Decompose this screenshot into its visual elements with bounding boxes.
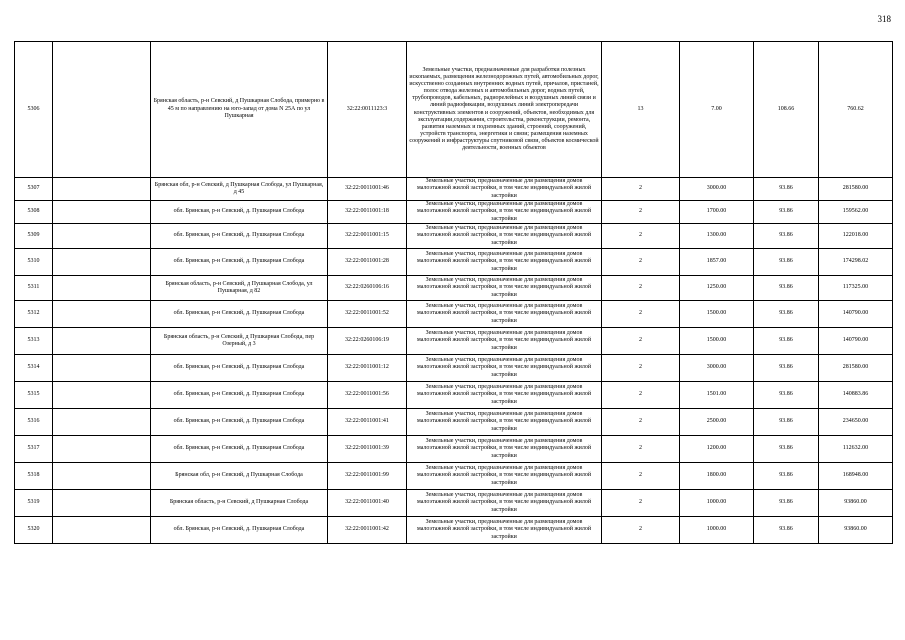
area-cell: 1857.00 bbox=[680, 249, 754, 276]
address-cell: обл. Брянская, р-н Севский, д. Пушкарная Слобода bbox=[151, 224, 328, 249]
category-code-cell: 2 bbox=[602, 409, 680, 436]
cadastral-value-cell: 140790.00 bbox=[819, 328, 893, 355]
address-cell: обл. Брянская, р-н Севский, д. Пушкарная Слобода bbox=[151, 201, 328, 224]
blank-column bbox=[53, 355, 151, 382]
area-cell: 1800.00 bbox=[680, 463, 754, 490]
area-cell: 1200.00 bbox=[680, 436, 754, 463]
cadastral-number-cell: 32:22:0011001:46 bbox=[328, 178, 407, 201]
row-number: 5314 bbox=[15, 355, 53, 382]
row-number: 5312 bbox=[15, 301, 53, 328]
unit-price-cell: 93.86 bbox=[754, 490, 819, 517]
permitted-use-cell: Земельные участки, предназначенные для размещения домов малоэтажной жилой застройки, в том числе индивидуальной жилой застройки bbox=[407, 490, 602, 517]
blank-column bbox=[53, 328, 151, 355]
category-code-cell: 2 bbox=[602, 463, 680, 490]
address-cell: Брянская область, р-н Севский, д Пушкарная Слобода, примерно в 45 м по направлению на юго-запад от дома N 25А по ул Пушкарная bbox=[151, 42, 328, 178]
unit-price-cell: 93.86 bbox=[754, 463, 819, 490]
address-cell: обл. Брянская, р-н Севский, д. Пушкарная Слобода bbox=[151, 409, 328, 436]
category-code-cell: 2 bbox=[602, 517, 680, 544]
address-cell: обл. Брянская, р-н Севский, д. Пушкарная Слобода bbox=[151, 249, 328, 276]
category-code-cell: 2 bbox=[602, 249, 680, 276]
cadastral-number-cell: 32:22:0011123:3 bbox=[328, 42, 407, 178]
category-code-cell: 2 bbox=[602, 224, 680, 249]
table-row bbox=[15, 490, 893, 517]
area-cell: 1500.00 bbox=[680, 301, 754, 328]
blank-column bbox=[53, 382, 151, 409]
category-code-cell: 2 bbox=[602, 178, 680, 201]
area-cell: 1501.00 bbox=[680, 382, 754, 409]
blank-column bbox=[53, 276, 151, 301]
cadastral-number-cell: 32:22:0260106:19 bbox=[328, 328, 407, 355]
cadastral-number-cell: 32:22:0011001:28 bbox=[328, 249, 407, 276]
unit-price-cell: 93.86 bbox=[754, 517, 819, 544]
table-body bbox=[15, 42, 893, 544]
cadastral-number-cell: 32:22:0011001:41 bbox=[328, 409, 407, 436]
address-cell: Брянская область, р-н Севский, д Пушкарная Слобода bbox=[151, 490, 328, 517]
unit-price-cell: 93.86 bbox=[754, 301, 819, 328]
area-cell: 1000.00 bbox=[680, 490, 754, 517]
area-cell: 1250.00 bbox=[680, 276, 754, 301]
area-cell: 1300.00 bbox=[680, 224, 754, 249]
cadastral-number-cell: 32:22:0011001:15 bbox=[328, 224, 407, 249]
cadastral-number-cell: 32:22:0011001:52 bbox=[328, 301, 407, 328]
row-number: 5310 bbox=[15, 249, 53, 276]
unit-price-cell: 93.86 bbox=[754, 382, 819, 409]
blank-column bbox=[53, 490, 151, 517]
row-number: 5309 bbox=[15, 224, 53, 249]
cadastral-number-cell: 32:22:0011001:56 bbox=[328, 382, 407, 409]
address-cell: обл. Брянская, р-н Севский, д. Пушкарная Слобода bbox=[151, 382, 328, 409]
permitted-use-cell: Земельные участки, предназначенные для размещения домов малоэтажной жилой застройки, в том числе индивидуальной жилой застройки bbox=[407, 409, 602, 436]
blank-column bbox=[53, 224, 151, 249]
table-row bbox=[15, 409, 893, 436]
cadastral-number-cell: 32:22:0011001:42 bbox=[328, 517, 407, 544]
page-number: 318 bbox=[877, 14, 891, 24]
category-code-cell: 2 bbox=[602, 328, 680, 355]
permitted-use-cell: Земельные участки, предназначенные для размещения домов малоэтажной жилой застройки, в том числе индивидуальной жилой застройки bbox=[407, 201, 602, 224]
row-number: 5319 bbox=[15, 490, 53, 517]
unit-price-cell: 93.86 bbox=[754, 355, 819, 382]
area-cell: 1000.00 bbox=[680, 517, 754, 544]
cadastral-value-cell: 174298.02 bbox=[819, 249, 893, 276]
row-number: 5317 bbox=[15, 436, 53, 463]
table-row bbox=[15, 178, 893, 201]
unit-price-cell: 93.86 bbox=[754, 328, 819, 355]
table-row bbox=[15, 328, 893, 355]
table-row bbox=[15, 249, 893, 276]
category-code-cell: 2 bbox=[602, 436, 680, 463]
table-row bbox=[15, 301, 893, 328]
permitted-use-cell: Земельные участки, предназначенные для размещения домов малоэтажной жилой застройки, в том числе индивидуальной жилой застройки bbox=[407, 517, 602, 544]
address-cell: обл. Брянская, р-н Севский, д. Пушкарная Слобода bbox=[151, 436, 328, 463]
unit-price-cell: 93.86 bbox=[754, 249, 819, 276]
cadastral-number-cell: 32:22:0011001:40 bbox=[328, 490, 407, 517]
category-code-cell: 2 bbox=[602, 201, 680, 224]
row-number: 5316 bbox=[15, 409, 53, 436]
table-row bbox=[15, 224, 893, 249]
blank-column bbox=[53, 201, 151, 224]
cadastral-value-cell: 93860.00 bbox=[819, 490, 893, 517]
permitted-use-cell: Земельные участки, предназначенные для размещения домов малоэтажной жилой застройки, в том числе индивидуальной жилой застройки bbox=[407, 224, 602, 249]
unit-price-cell: 93.86 bbox=[754, 276, 819, 301]
blank-column bbox=[53, 463, 151, 490]
table-row bbox=[15, 382, 893, 409]
blank-column bbox=[53, 436, 151, 463]
cadastral-value-cell: 93860.00 bbox=[819, 517, 893, 544]
permitted-use-cell: Земельные участки, предназначенные для размещения домов малоэтажной жилой застройки, в том числе индивидуальной жилой застройки bbox=[407, 436, 602, 463]
category-code-cell: 2 bbox=[602, 276, 680, 301]
category-code-cell: 2 bbox=[602, 301, 680, 328]
category-code-cell: 13 bbox=[602, 42, 680, 178]
permitted-use-cell: Земельные участки, предназначенные для размещения домов малоэтажной жилой застройки, в том числе индивидуальной жилой застройки bbox=[407, 463, 602, 490]
address-cell: обл. Брянская, р-н Севский, д. Пушкарная Слобода bbox=[151, 517, 328, 544]
cadastral-value-cell: 117325.00 bbox=[819, 276, 893, 301]
table-row bbox=[15, 276, 893, 301]
permitted-use-cell: Земельные участки, предназначенные для размещения домов малоэтажной жилой застройки, в том числе индивидуальной жилой застройки bbox=[407, 355, 602, 382]
unit-price-cell: 93.86 bbox=[754, 201, 819, 224]
unit-price-cell: 93.86 bbox=[754, 409, 819, 436]
area-cell: 3000.00 bbox=[680, 355, 754, 382]
unit-price-cell: 93.86 bbox=[754, 178, 819, 201]
row-number: 5318 bbox=[15, 463, 53, 490]
area-cell: 1500.00 bbox=[680, 328, 754, 355]
row-number: 5306 bbox=[15, 42, 53, 178]
row-number: 5311 bbox=[15, 276, 53, 301]
address-cell: обл. Брянская, р-н Севский, д. Пушкарная Слобода bbox=[151, 355, 328, 382]
cadastral-value-cell: 140883.86 bbox=[819, 382, 893, 409]
cadastral-number-cell: 32:22:0011001:39 bbox=[328, 436, 407, 463]
cadastral-value-cell: 234650.00 bbox=[819, 409, 893, 436]
unit-price-cell: 93.86 bbox=[754, 224, 819, 249]
cadastral-value-cell: 112632.00 bbox=[819, 436, 893, 463]
blank-column bbox=[53, 178, 151, 201]
table-row bbox=[15, 42, 893, 178]
permitted-use-cell: Земельные участки, предназначенные для размещения домов малоэтажной жилой застройки, в том числе индивидуальной жилой застройки bbox=[407, 328, 602, 355]
cadastral-value-cell: 281580.00 bbox=[819, 355, 893, 382]
row-number: 5315 bbox=[15, 382, 53, 409]
table-row bbox=[15, 517, 893, 544]
permitted-use-cell: Земельные участки, предназначенные для размещения домов малоэтажной жилой застройки, в том числе индивидуальной жилой застройки bbox=[407, 249, 602, 276]
category-code-cell: 2 bbox=[602, 382, 680, 409]
cadastral-value-cell: 168948.00 bbox=[819, 463, 893, 490]
row-number: 5313 bbox=[15, 328, 53, 355]
table-row bbox=[15, 436, 893, 463]
cadastral-number-cell: 32:22:0011001:18 bbox=[328, 201, 407, 224]
cadastral-value-cell: 140790.00 bbox=[819, 301, 893, 328]
unit-price-cell: 108.66 bbox=[754, 42, 819, 178]
cadastral-value-cell: 760.62 bbox=[819, 42, 893, 178]
area-cell: 7.00 bbox=[680, 42, 754, 178]
address-cell: Брянская обл, р-н Севский, д Пушкарная Слобода, ул Пушкарная, д 45 bbox=[151, 178, 328, 201]
blank-column bbox=[53, 517, 151, 544]
permitted-use-cell: Земельные участки, предназначенные для разработки полезных ископаемых, размещения железнодорожных путей, автомобильных дорог, искусственно созданных внутренних водных путей, причалов, пристаней, полос отвода железных и автомобильных дорог, водных путей, трубопроводов, кабельных, радиорелейных и воздушных линий связи и линий радиофикации, воздушных линий электропередачи конструктивных элементов и сооружений, объектов, необходимых для эксплуатации,содержания, строительства, реконструкции, ремонта, развития наземных и подземных зданий, строений, сооружений, устройств транспорта, энергетики и связи; размещения наземных сооружений и инфраструктуры спутниковой связи, объектов космической деятельности, военных объектов bbox=[407, 42, 602, 178]
address-cell: Брянская область, р-н Севский, д Пушкарная Слобода, пер Озерный, д 3 bbox=[151, 328, 328, 355]
permitted-use-cell: Земельные участки, предназначенные для размещения домов малоэтажной жилой застройки, в том числе индивидуальной жилой застройки bbox=[407, 276, 602, 301]
cadastral-value-cell: 159562.00 bbox=[819, 201, 893, 224]
cadastral-number-cell: 32:22:0011001:12 bbox=[328, 355, 407, 382]
cadastral-number-cell: 32:22:0011001:99 bbox=[328, 463, 407, 490]
blank-column bbox=[53, 301, 151, 328]
cadastral-value-cell: 281580.00 bbox=[819, 178, 893, 201]
permitted-use-cell: Земельные участки, предназначенные для размещения домов малоэтажной жилой застройки, в том числе индивидуальной жилой застройки bbox=[407, 178, 602, 201]
area-cell: 1700.00 bbox=[680, 201, 754, 224]
cadastral-value-cell: 122018.00 bbox=[819, 224, 893, 249]
permitted-use-cell: Земельные участки, предназначенные для размещения домов малоэтажной жилой застройки, в том числе индивидуальной жилой застройки bbox=[407, 382, 602, 409]
address-cell: обл. Брянская, р-н Севский, д. Пушкарная Слобода bbox=[151, 301, 328, 328]
blank-column bbox=[53, 409, 151, 436]
row-number: 5307 bbox=[15, 178, 53, 201]
blank-column bbox=[53, 42, 151, 178]
address-cell: Брянская обл, р-н Севский, д Пушкарная Слобода bbox=[151, 463, 328, 490]
category-code-cell: 2 bbox=[602, 490, 680, 517]
category-code-cell: 2 bbox=[602, 355, 680, 382]
blank-column bbox=[53, 249, 151, 276]
row-number: 5320 bbox=[15, 517, 53, 544]
land-registry-table bbox=[14, 41, 893, 544]
unit-price-cell: 93.86 bbox=[754, 436, 819, 463]
address-cell: Брянская область, р-н Севский, д Пушкарная Слобода, ул Пушкарная, д 82 bbox=[151, 276, 328, 301]
permitted-use-cell: Земельные участки, предназначенные для размещения домов малоэтажной жилой застройки, в том числе индивидуальной жилой застройки bbox=[407, 301, 602, 328]
area-cell: 2500.00 bbox=[680, 409, 754, 436]
area-cell: 3000.00 bbox=[680, 178, 754, 201]
table-row bbox=[15, 201, 893, 224]
cadastral-number-cell: 32:22:0260106:16 bbox=[328, 276, 407, 301]
row-number: 5308 bbox=[15, 201, 53, 224]
table-row bbox=[15, 355, 893, 382]
table-row bbox=[15, 463, 893, 490]
